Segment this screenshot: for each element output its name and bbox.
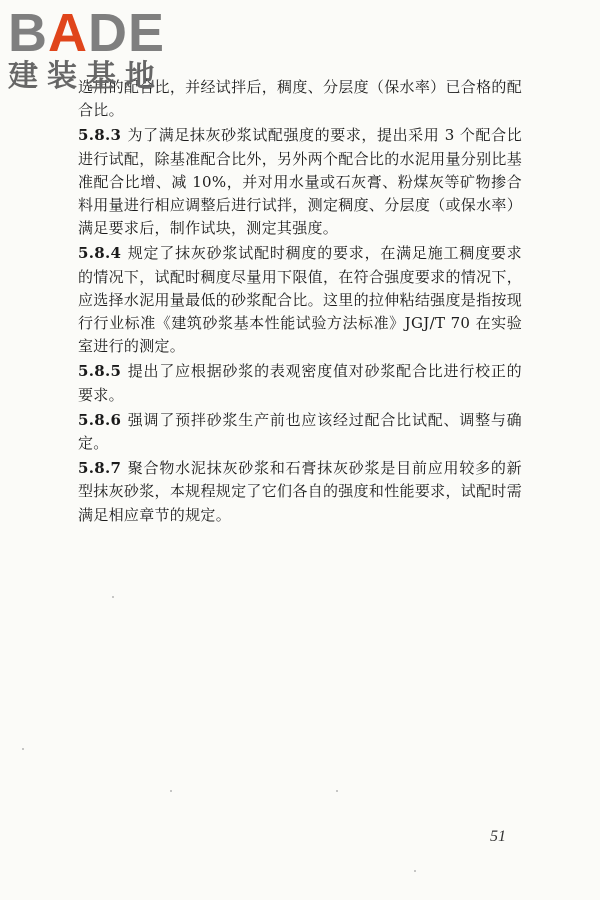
section-5-8-3 xyxy=(78,124,522,240)
logo-wordmark: BADE xyxy=(8,3,166,63)
scan-speck xyxy=(22,748,24,750)
page-number: 51 xyxy=(490,828,506,845)
paragraph-text: 强调了预拌砂浆生产前也应该经过配合比试配、调整与确定。 xyxy=(78,410,522,453)
section-5-8-6 xyxy=(78,409,522,455)
section-number: 5.8.5 xyxy=(78,362,122,381)
paragraph-text: 为了满足抹灰砂浆试配强度的要求，提出采用 3 个配合比进行试配，除基准配合比外，另外两个配合比的水泥用量分别比基准配合比增、减 10%，并对用水量或石灰膏、粉煤灰等矿物掺合料用量进行相应调整后进行试拌，测定稠度、分层度（或保水率）满足要求后，制作试块，测定其强度。 xyxy=(78,126,522,238)
section-number: 5.8.7 xyxy=(78,459,122,478)
paragraph-text: 聚合物水泥抹灰砂浆和石膏抹灰砂浆是目前应用较多的新型抹灰砂浆，本规程规定了它们各自的强度和性能要求，试配时需满足相应章节的规定。 xyxy=(78,459,522,524)
scan-speck xyxy=(336,790,338,792)
section-5-8-7 xyxy=(78,457,522,527)
logo-accent-letter: A xyxy=(48,3,88,63)
page-body xyxy=(78,76,522,529)
paragraph-text: 选用的配合比，并经试拌后，稠度、分层度（保水率）已合格的配合比。 xyxy=(78,78,522,120)
paragraph-text: 提出了应根据砂浆的表观密度值对砂浆配合比进行校正的要求。 xyxy=(78,362,522,404)
section-number: 5.8.6 xyxy=(78,410,122,429)
section-number: 5.8.3 xyxy=(78,126,122,145)
section-5-8-5 xyxy=(78,360,522,406)
scan-speck xyxy=(170,790,172,792)
scan-speck xyxy=(112,596,114,598)
scan-speck xyxy=(414,870,416,872)
section-5-8-4 xyxy=(78,242,522,358)
bade-logo xyxy=(8,3,183,96)
paragraph-text: 规定了抹灰砂浆试配时稠度的要求，在满足施工稠度要求的情况下，试配时稠度尽量用下限值，在符合强度要求的情况下，应选择水泥用量最低的砂浆配合比。这里的拉伸粘结强度是指按现行行业标准《建筑砂浆基本性能试验方法标准》JGJ/T 70 在实验室进行的测定。 xyxy=(78,244,522,356)
section-number: 5.8.4 xyxy=(78,244,122,263)
logo-subtitle: 建装基地 xyxy=(8,59,164,94)
